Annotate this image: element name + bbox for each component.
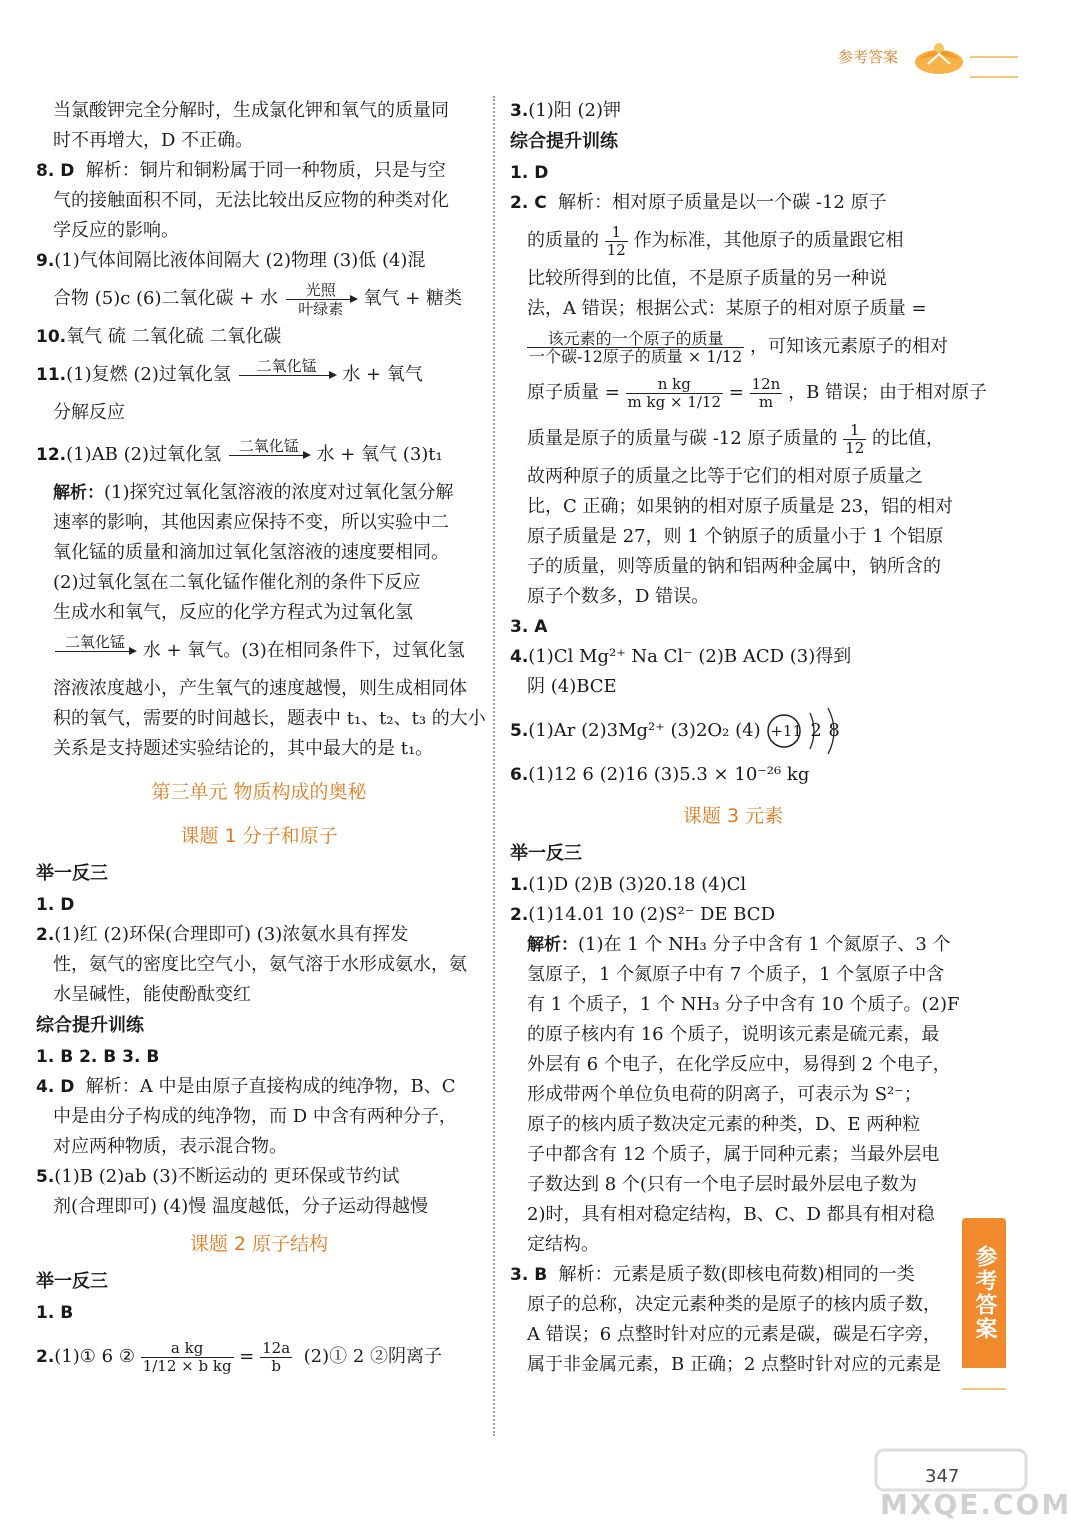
section-heading: 综合提升训练 (510, 131, 618, 152)
left-column (36, 96, 486, 1380)
answer-5: 5.(1)B (2)ab (3)不断运动的 更环保或节约试 (36, 1166, 400, 1187)
lesson-title: 课题 2 原子结构 (189, 1233, 329, 1255)
q-number: 2. (36, 925, 55, 945)
text-line: 氢原子，1 个氮原子中有 7 个质子，1 个氢原子中含 (527, 964, 945, 985)
text-line: 2)时，具有相对稳定结构，B、C、D 都具有相对稳 (527, 1204, 935, 1225)
answer-line: 1. B (36, 1303, 74, 1323)
explanation-line: 解析：(1)探究过氧化氢溶液的浓度对过氧化氢分解 (53, 482, 454, 503)
arrow-condition-top: 光照 (305, 280, 336, 299)
arrow-condition-top: 二氧化锰 (256, 356, 317, 375)
answer-12 (36, 432, 482, 478)
atom-structure-diagram (766, 704, 856, 758)
text-line: 阴 (4)BCE (527, 676, 617, 697)
answer-2: 2.(1)红 (2)环保(合理即可) (3)浓氨水具有挥发 (36, 924, 409, 945)
unit-title: 第三单元 物质构成的奥秘 (151, 781, 367, 803)
fraction: $\frac{1}{12}$ (845, 420, 865, 457)
answer-6: 6.(1)12 6 (2)16 (3)5.3 × 10⁻²⁶ kg (510, 764, 810, 785)
text-line: 定结构。 (527, 1234, 599, 1255)
header-label: 参考答案 (837, 48, 898, 66)
text-line: 原子的总称，决定元素种类的是原子的核内质子数， (527, 1294, 941, 1315)
q-number: 5. (36, 1167, 55, 1187)
formula-line: 原子质量 = $\frac{\text{n kg}}{\text{m kg × 1/12}}$ = $\frac{12n}{m}$ ，B 错误；由于相对原子 (527, 374, 988, 411)
book-logo-icon (908, 34, 970, 80)
text-line: 法，A 错误；根据公式：某原子的相对原子质量 = (527, 298, 927, 319)
answer-2: 2. C 解析：相对原子质量是以一个碳 -12 原子 (510, 192, 887, 213)
answer-line: 3. A (510, 617, 548, 637)
text-line: 气的接触面积不同，无法比较出反应物的种类对化 (53, 190, 449, 211)
text-line: 积的氧气，需要的时间越长，题表中 t₁、t₂、t₃ 的大小 (53, 708, 486, 729)
side-tab-answers: 参考答案 (962, 1218, 1006, 1368)
answer-4: 4.(1)Cl Mg²⁺ Na Cl⁻ (2)B ACD (3)得到 (510, 646, 852, 667)
q-number: 10. (36, 327, 67, 347)
q-number: 12. (36, 445, 67, 465)
lesson-title: 课题 3 元素 (682, 805, 784, 827)
fraction: $\frac{1}{12}$ (606, 222, 626, 259)
q-number: 3. B (510, 1265, 548, 1285)
text-line: 水呈碱性，能使酚酞变红 (53, 984, 251, 1005)
answer-text: 水 + 氧气 (342, 364, 423, 385)
text-line: 氧化锰的质量和滴加过氧化氢溶液的速度要相同。 (53, 542, 449, 563)
equation-line: 二氧化锰 水 + 氧气。(3)在相同条件下，过氧化氢 (36, 628, 482, 674)
reaction-arrow (284, 282, 358, 317)
reaction-arrow (237, 358, 337, 393)
arrow-line (229, 455, 309, 456)
arrow-line (55, 651, 135, 652)
answer-11 (36, 352, 482, 398)
answer-3: 3.(1)阳 (2)钾 (510, 100, 622, 121)
text-line: 子的质量，则等质量的钠和铝两种金属中，钠所含的 (527, 556, 941, 577)
text-line: 外层有 6 个电子，在化学反应中，易得到 2 个电子， (527, 1054, 951, 1075)
answer-text: 氧气 硫 二氧化硫 二氧化碳 (66, 326, 282, 347)
q-number: 6. (510, 765, 529, 785)
q-number: 8. D (36, 161, 75, 181)
arrow-line (239, 375, 335, 376)
answer-2: 2.(1)14.01 10 (2)S²⁻ DE BCD (510, 904, 775, 925)
fraction: $\frac{12n}{m}$ (751, 374, 781, 411)
text-line: 速率的影响，其他因素应保持不变，所以实验中二 (53, 512, 449, 533)
fraction: $\frac{12a}{b}$ (262, 1338, 291, 1375)
text-line: 有 1 个质子，1 个 NH₃ 分子中含有 10 个质子。(2)F (527, 994, 960, 1015)
text-line: 子中都含有 12 个质子，属于同种元素；当最外层电 (527, 1144, 940, 1165)
q-number: 4. D (36, 1077, 75, 1097)
text-line: 原子个数多，D 错误。 (527, 586, 710, 607)
side-decor-line (962, 1388, 1006, 1390)
text-line: 剂(合理即可) (4)慢 温度越低，分子运动得越慢 (53, 1196, 428, 1217)
fraction: $\frac{\text{该元素的一个原子的质量}}{\text{一个碳-12原子的质量 × 1/12}}$ (529, 328, 743, 366)
answer-text: 解析：铜片和铜粉属于同一种物质，只是与空 (85, 160, 446, 181)
text-line: 原子的核内质子数决定元素的种类，D、E 两种粒 (527, 1114, 921, 1135)
text-line: 属于非金属元素，B 正确；2 点整时针对应的元素是 (527, 1354, 942, 1375)
answer-line: 1. B 2. B 3. B (36, 1047, 160, 1067)
equation-line (36, 276, 482, 322)
equation-right: 氧气 + 糖类 (363, 288, 463, 309)
answer-1: 1.(1)D (2)B (3)20.18 (4)Cl (510, 874, 747, 895)
explanation-label: 解析： (527, 935, 578, 955)
answer-text: (1)复燃 (2)过氧化氢 (66, 364, 231, 385)
explanation-line: 解析：(1)在 1 个 NH₃ 分子中含有 1 个氮原子、3 个 (527, 934, 951, 955)
answer-8 (36, 156, 482, 186)
answer-text: 水 + 氧气 (3)t₁ (316, 444, 443, 465)
answer-2-formula: 2.(1)① 6 ② $\frac{\text{a kg}}{\text{1/12 × b kg}}$ = $\frac{12a}{b}$ (2)① 2 ②阴离子 (36, 1338, 443, 1375)
q-number: 11. (36, 365, 67, 385)
fraction: $\frac{\text{a kg}}{\text{1/12 × b kg}}$ (142, 1338, 232, 1375)
answer-line: 1. D (510, 163, 549, 183)
page-number: 347 (925, 1466, 960, 1487)
text-line: 比较所得到的比值，不是原子质量的另一种说 (527, 268, 887, 289)
text-line: 对应两种物质，表示混合物。 (53, 1136, 287, 1157)
q-number: 2. C (510, 193, 547, 213)
reaction-arrow (53, 634, 137, 669)
answer-text: (1)气体间隔比液体间隔大 (2)物理 (3)低 (4)混 (54, 250, 426, 271)
q-number: 4. (510, 647, 529, 667)
section-heading: 举一反三 (36, 863, 108, 884)
text-line: 质量是原子的质量与碳 -12 原子质量的 $\frac{1}{12}$ 的比值， (527, 420, 944, 457)
fraction: $\frac{\text{n kg}}{\text{m kg × 1/12}}$ (627, 374, 722, 411)
arrow-line (286, 299, 356, 300)
shell-2-electrons: 8 (828, 720, 840, 741)
header-decor-lines (970, 56, 1018, 78)
q-number: 2. (510, 905, 529, 925)
text-line: 的质量的 $\frac{1}{12}$ 作为标准，其他原子的质量跟它相 (527, 222, 904, 259)
answer-4: 4. D 解析：A 中是由原子直接构成的纯净物，B、C (36, 1076, 456, 1097)
q-number: 1. (510, 875, 529, 895)
text-line: 关系是支持题述实验结论的，其中最大的是 t₁。 (53, 738, 434, 759)
section-heading: 举一反三 (36, 1271, 108, 1292)
answer-5: 5.(1)Ar (2)3Mg²⁺ (3)2O₂ (4) +11 2 8 (510, 702, 956, 760)
text-line: 生成水和氧气，反应的化学方程式为过氧化氢 (53, 602, 413, 623)
column-divider (493, 96, 495, 1436)
answer-9 (36, 246, 482, 276)
equation-left: 合物 (5)c (6)二氧化碳 + 水 (53, 288, 279, 309)
text-line: 当氯酸钾完全分解时，生成氯化钾和氧气的质量同 (53, 100, 449, 121)
text-line: 子数达到 8 个(只有一个电子层时最外层电子数为 (527, 1174, 917, 1195)
answer-text: (1)AB (2)过氧化氢 (66, 444, 222, 465)
q-number: 3. (510, 101, 529, 121)
text-line: A 错误；6 点整时针对应的元素是碳，碳是石字旁， (527, 1324, 941, 1345)
reaction-arrow (227, 438, 311, 473)
section-heading: 举一反三 (510, 843, 582, 864)
nucleus-charge: +11 (770, 722, 802, 740)
text-line: 性，氨气的密度比空气小，氨气溶于水形成氨水，氨 (53, 954, 467, 975)
arrow-condition-bottom: 叶绿素 (298, 299, 344, 318)
answer-10 (36, 322, 482, 352)
text-line: 学反应的影响。 (53, 220, 179, 241)
watermark-text: MXQE.COM (880, 1488, 1071, 1521)
q-number: 5. (510, 721, 529, 741)
text-line: 分解反应 (53, 402, 125, 423)
lesson-title: 课题 1 分子和原子 (180, 825, 338, 847)
q-number: 9. (36, 251, 55, 271)
explanation-label: 解析： (53, 483, 104, 503)
text-line: 中是由分子构成的纯净物，而 D 中含有两种分子， (53, 1106, 457, 1127)
answer-line: 1. D (36, 895, 75, 915)
text-line: 的原子核内有 16 个质子，说明该元素是硫元素，最 (527, 1024, 940, 1045)
answer-3: 3. B 解析：元素是质子数(即核电荷数)相同的一类 (510, 1264, 915, 1285)
text-line: 原子质量是 27，则 1 个钠原子的质量小于 1 个铝原 (527, 526, 944, 547)
arrow-condition-top: 二氧化锰 (238, 436, 299, 455)
text-line: (2)过氧化氢在二氧化锰作催化剂的条件下反应 (53, 572, 421, 593)
shell-1-electrons: 2 (810, 720, 822, 741)
q-number: 2. (36, 1347, 55, 1367)
text-line: 时不再增大，D 不正确。 (53, 130, 254, 151)
page-header (758, 0, 1018, 86)
formula-line: $\frac{\text{该元素的一个原子的质量}}{\text{一个碳-12原子的质量 × 1/12}}$ ，可知该元素原子的相对 (529, 328, 949, 366)
text-line: 溶液浓度越小，产生氧气的速度越慢，则生成相同体 (53, 678, 467, 699)
section-heading: 综合提升训练 (36, 1015, 144, 1036)
text-line: 故两种原子的质量之比等于它们的相对原子质量之 (527, 466, 923, 487)
text-line: 形成带两个单位负电荷的阴离子，可表示为 S²⁻； (527, 1084, 922, 1105)
text-line: 比，C 正确；如果钠的相对原子质量是 23，铝的相对 (527, 496, 954, 517)
arrow-condition-top: 二氧化锰 (64, 632, 125, 651)
